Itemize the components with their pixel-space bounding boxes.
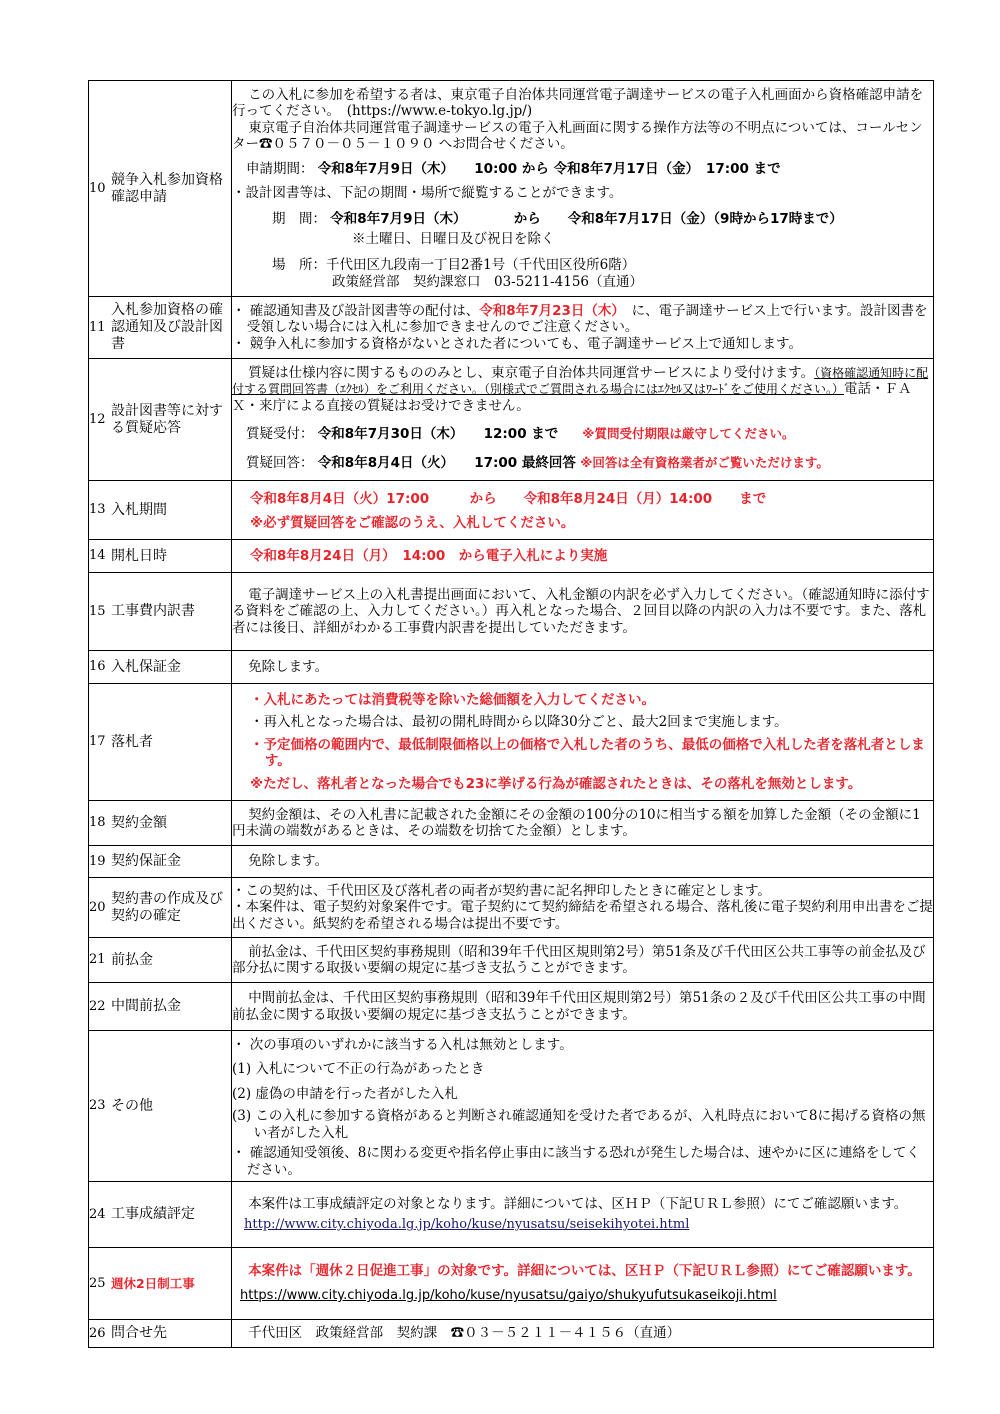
row-number: 23	[89, 1098, 106, 1114]
contact-info: 千代田区 政策経営部 契約課 ☎０３－５２１１－４１５６（直通）	[248, 1325, 681, 1342]
paragraph: 質疑は仕様内容に関するもののみとし、東京電子自治体共同運営サービスにより受付けます。（資格確認通知時に配付する質問回答書（ｴｸｾﾙ）をご利用ください。（別様式でご質問される場合にはｴｸｾﾙ又はﾜｰﾄﾞをご使用ください。）電話・ＦＡＸ・来庁による直接の質疑はお受けできません。	[232, 364, 929, 414]
paragraph: 免除します。	[248, 658, 329, 675]
row-23	[89, 1031, 934, 1182]
row-label: 契約書の作成及び契約の確定	[111, 890, 223, 924]
row-15	[89, 573, 934, 651]
apply-period: 令和8年7月9日（木） 10:00 から 令和8年7月17日（金） 17:00 まで	[317, 160, 781, 177]
row-number: 16	[89, 659, 106, 675]
row-label: その他	[111, 1097, 153, 1114]
paragraph: 東京電子自治体共同運営電子調達サービスの電子入札画面に関する操作方法等の不明点については、コールセンター☎０５７０－０５－１０９０ へお問合せください。	[232, 119, 923, 153]
paragraph: 契約金額は、その入札書に記載された金額にその金額の100分の10に相当する額を加算した金額（その金額に1円未満の端数があるときは、その端数を切捨てた金額）とします。	[232, 806, 921, 839]
paragraph: この入札に参加を希望する者は、東京電子自治体共同運営電子調達サービスの電子入札画面から資格確認申請を行ってください。 (https://www.e-tokyo.lg.jp/)	[232, 86, 924, 120]
row-number: 19	[89, 853, 106, 869]
answer-date: 令和8年8月4日（火） 17:00 最終回答	[317, 454, 576, 471]
row-17	[89, 684, 934, 801]
row-11	[89, 297, 934, 359]
list-item: ・ 確認通知受領後、8に関わる変更や指名停止事由に該当する恐れが発生した場合は、速やかに区に連絡をしてください。	[232, 1145, 920, 1178]
row-label: 入札保証金	[111, 658, 181, 675]
row-label: 工事費内訳書	[111, 603, 195, 620]
evaluation-link[interactable]: http://www.city.chiyoda.lg.jp/koho/kuse/nyusatsu/seisekihyotei.html	[244, 1217, 690, 1233]
row-13	[89, 481, 934, 540]
view-note: ・設計図書等は、下記の期間・場所で縦覧することができます。	[232, 185, 623, 201]
paragraph: 前払金は、千代田区契約事務規則（昭和39年千代田区規則第2号）第51条及び千代田区公共工事等の前金払及び部分払に関する取扱い要綱の規定に基づき支払うことができます。	[232, 943, 926, 976]
question-deadline: 令和8年7月30日（木） 12:00 まで	[317, 426, 559, 443]
row-21	[89, 938, 934, 983]
row-label: 入札参加資格の確認通知及び設計図書	[111, 302, 223, 352]
row-number: 10	[89, 180, 106, 196]
paragraph: ・本案件は、電子契約対象案件です。電子契約にて契約締結を希望される場合、落札後に電子契約利用申出書をご提出ください。紙契約を希望される場合は提出不要です。	[232, 899, 933, 932]
winner-rule: ・予定価格の範囲内で、最低制限価格以上の価格で入札した者のうち、最低の価格で入札した者を落札者とします。	[250, 736, 925, 770]
list-item: (2) 虚偽の申請を行った者がした入札	[232, 1085, 458, 1102]
answer-note: ※回答は全有資格業者がご覧いただけます。	[580, 454, 829, 470]
paragraph: 本案件は「週休２日促進工事」の対象です。詳細については、区ＨＰ（下記ＵＲＬ参照）にてご確認願います。	[248, 1262, 921, 1279]
row-label: 落札者	[111, 733, 153, 750]
row-number: 14	[89, 548, 106, 564]
answer-label: 質疑回答：	[246, 454, 314, 471]
row-label: 入札期間	[111, 501, 167, 518]
period-label: 期 間：	[272, 211, 326, 228]
row-22	[89, 983, 934, 1031]
paragraph: 電子調達サービス上の入札書提出画面において、入札金額の内訳を必ず入力してください。（確認通知時に添付する資料をご確認の上、入力してください。）再入札となった場合、２回目以降の内訳の入力は不要です。また、落札者には後日、詳細がわかる工事費内訳書を提出していただきます。	[232, 586, 930, 636]
row-number: 25	[89, 1275, 106, 1291]
row-number: 22	[89, 998, 106, 1014]
list-item: (3) この入札に参加する資格があると判断され確認通知を受けた者であるが、入札時点において8に掲げる資格の無い者がした入札	[232, 1108, 926, 1141]
row-number: 11	[89, 319, 106, 335]
row-26	[89, 1320, 934, 1348]
row-number: 12	[89, 411, 106, 427]
paragraph: 免除します。	[248, 853, 329, 870]
bid-note: ※必ず質疑回答をご確認のうえ、入札してください。	[250, 515, 575, 531]
paragraph: 中間前払金は、千代田区契約事務規則（昭和39年千代田区規則第2号）第51条の２及び千代田区公共工事の中間前払金に関する取扱い要綱の規定に基づき支払うことができます。	[232, 990, 926, 1023]
row-16	[89, 651, 934, 684]
opening-datetime: 令和8年8月24日（月） 14:00 から電子入札により実施	[250, 547, 608, 564]
bid-period: 令和8年8月4日（火）17:00 から 令和8年8月24日（月）14:00 まで	[250, 490, 767, 507]
row-label: 中間前払金	[111, 998, 181, 1015]
question-label: 質疑受付：	[246, 426, 314, 443]
list-item: (1) 入札について不正の行為があったとき	[232, 1061, 485, 1078]
row-number: 13	[89, 502, 106, 518]
row-label: 問合せ先	[111, 1325, 167, 1342]
row-number: 18	[89, 815, 106, 831]
row-19	[89, 846, 934, 878]
paragraph: ・この契約は、千代田区及び落札者の両者が契約書に記名押印したときに確定とします。	[232, 882, 771, 899]
bullet-item: ・ 競争入札に参加する資格がないとされた者についても、電子調達サービス上で通知します。	[232, 335, 802, 352]
row-label: 競争入札参加資格確認申請	[111, 171, 223, 205]
row-label: 契約金額	[111, 814, 167, 831]
row-number: 17	[89, 734, 106, 750]
row-number: 21	[89, 952, 106, 968]
row-label: 週休2日制工事	[111, 1275, 195, 1291]
row-24	[89, 1182, 934, 1248]
list-item: ・ 次の事項のいずれかに該当する入札は無効とします。	[232, 1036, 573, 1053]
question-note: ※質問受付期限は厳守してください。	[582, 426, 795, 442]
apply-label: 申請期間：	[246, 160, 314, 177]
row-number: 24	[89, 1206, 106, 1222]
place-office: 政策経営部 契約課窓口 03-5211-4156（直通）	[332, 273, 644, 290]
row-25	[89, 1248, 934, 1320]
row-12	[89, 359, 934, 481]
invalid-note: ※ただし、落札者となった場合でも23に挙げる行為が確認されたときは、その落札を無効とします。	[250, 775, 862, 792]
row-18	[89, 801, 934, 846]
rebid-note: ・再入札となった場合は、最初の開札時間から以降30分ごと、最大2回まで実施します。	[250, 714, 788, 731]
row-label: 開札日時	[111, 547, 167, 564]
paragraph: 本案件は工事成績評定の対象となります。詳細については、区ＨＰ（下記ＵＲＬ参照）にてご確認願います。	[248, 1195, 908, 1212]
row-number: 20	[89, 899, 106, 915]
row-label: 契約保証金	[111, 853, 181, 870]
row-14	[89, 540, 934, 573]
place-address: 千代田区九段南一丁目2番1号（千代田区役所6階）	[326, 257, 636, 274]
place-label: 場 所：	[272, 257, 326, 274]
row-label: 設計図書等に対する質疑応答	[111, 402, 223, 436]
row-number: 15	[89, 603, 106, 619]
period-except: ※土曜日、日曜日及び祝日を除く	[352, 230, 555, 247]
row-label: 工事成績評定	[111, 1206, 195, 1223]
delivery-date: 令和8年7月23日（木）	[479, 302, 619, 319]
bullet-item: ・ 確認通知書及び設計図書等の配付は、令和8年7月23日（木） に、電子調達サービス上で行います。設計図書を受領しない場合には入札に参加できませんのでご注意ください。	[232, 302, 928, 336]
two-day-off-link[interactable]: https://www.city.chiyoda.lg.jp/koho/kuse/nyusatsu/gaiyo/shukyufutsukaseikoji.html	[240, 1288, 777, 1304]
contract-info-table	[88, 80, 934, 1348]
tax-note: ・入札にあたっては消費税等を除いた総価額を入力してください。	[250, 691, 655, 708]
row-number: 26	[89, 1325, 106, 1341]
row-label: 前払金	[111, 951, 153, 968]
period-value: 令和8年7月9日（木） から 令和8年7月17日（金）（9時から17時まで）	[330, 211, 843, 228]
row-20	[89, 878, 934, 938]
row-10	[89, 81, 934, 297]
